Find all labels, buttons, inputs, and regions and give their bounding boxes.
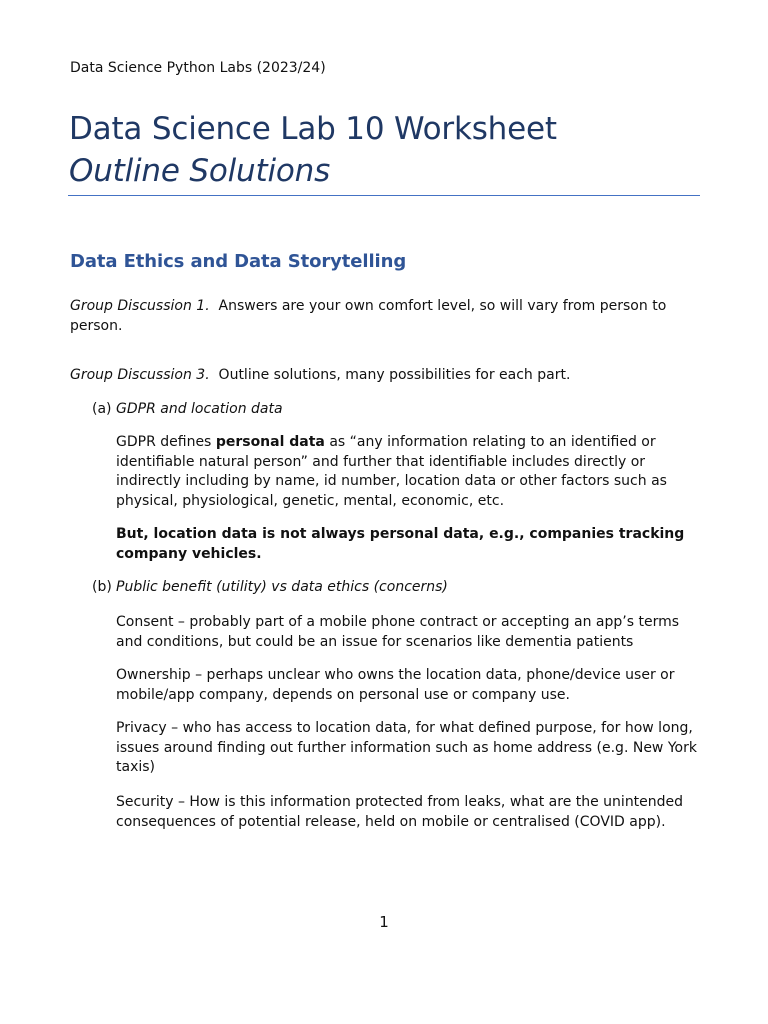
consent-paragraph: Consent – probably part of a mobile phone contract or accepting an app’s terms and conditions, but could be an issue for scenarios like dementia patients bbox=[116, 614, 680, 650]
part-a-title: GDPR and location data bbox=[116, 401, 283, 417]
document-title: Data Science Lab 10 Worksheet bbox=[69, 111, 557, 147]
group-discussion-3 bbox=[70, 366, 720, 386]
part-a-heading bbox=[92, 400, 283, 420]
group-discussion-1-label: Group Discussion 1. bbox=[70, 298, 210, 314]
part-a-marker: (a) bbox=[92, 401, 112, 417]
part-b-marker: (b) bbox=[92, 579, 112, 595]
ownership-paragraph: Ownership – perhaps unclear who owns the location data, phone/device user or mobile/app company, depends on personal use or company use. bbox=[116, 667, 675, 703]
title-divider bbox=[68, 195, 700, 196]
security-paragraph: Security – How is this information protected from leaks, what are the unintended consequences of potential release, held on mobile or centralised (COVID app). bbox=[116, 794, 684, 830]
course-header: Data Science Python Labs (2023/24) bbox=[70, 60, 326, 76]
group-discussion-1-text: Answers are your own comfort level, so will vary from person to person. bbox=[70, 298, 667, 334]
group-discussion-3-text: Outline solutions, many possibilities for each part. bbox=[218, 367, 571, 383]
group-discussion-3-label: Group Discussion 3. bbox=[70, 367, 210, 383]
gdpr-definition-paragraph bbox=[116, 433, 706, 511]
privacy-paragraph: Privacy – who has access to location data, for what defined purpose, for how long, issues around finding out further information such as home address (e.g. New York taxis) bbox=[116, 720, 697, 775]
gdpr-text-rest: as “any information relating to an identified or identifiable natural person” and further that identifiable includes directly or indirectly including by name, id number, location data or other factors such as physical, physiological, genetic, mental, economic, etc. bbox=[116, 434, 667, 509]
section-heading: Data Ethics and Data Storytelling bbox=[70, 251, 407, 272]
document-subtitle: Outline Solutions bbox=[69, 153, 331, 189]
part-b-heading bbox=[92, 578, 448, 598]
page-number: 1 bbox=[379, 913, 389, 931]
location-data-note: But, location data is not always personal data, e.g., companies tracking company vehicles. bbox=[116, 526, 685, 562]
personal-data-term: personal data bbox=[215, 434, 325, 450]
group-discussion-1 bbox=[70, 297, 720, 336]
part-b-title: Public benefit (utility) vs data ethics (concerns) bbox=[116, 579, 448, 595]
gdpr-text-start: GDPR defines bbox=[116, 434, 216, 450]
